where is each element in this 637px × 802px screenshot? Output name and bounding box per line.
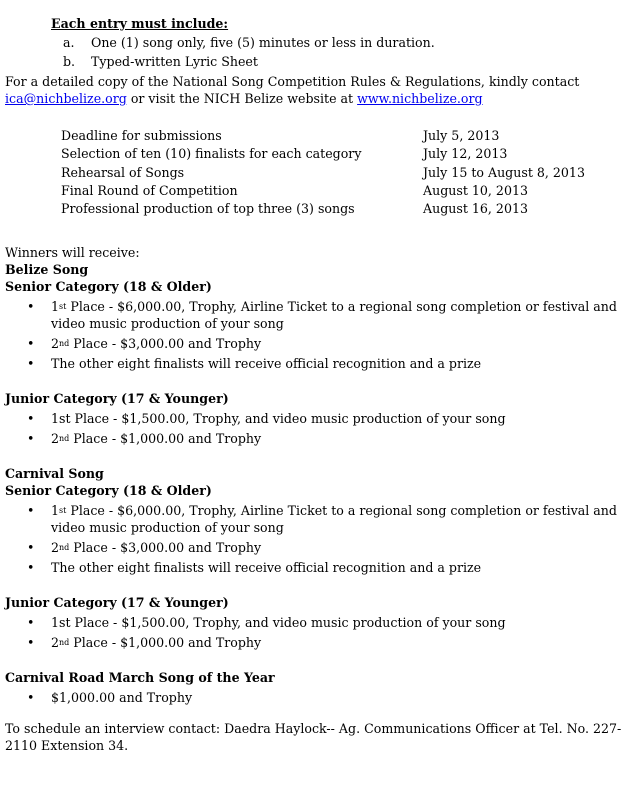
prize-item: • $1,000.00 and Trophy [27,690,193,706]
bullet-icon: • [27,560,35,576]
schedule-row: Professional production of top three (3) songs August 16, 2013 [61,201,528,217]
document-page [5,15,635,754]
contact-paragraph: For a detailed copy of the National Song Competition Rules & Regulations, kindly contact ica@nichbelize.org or visit the NICH Belize website at www.nichbelize.org [5,74,580,106]
carnival-senior-heading: Senior Category (18 & Older) [5,483,212,499]
belize-junior-prizes [5,410,635,447]
schedule-row: Rehearsal of Songs July 15 to August 8, 2013 [61,164,585,180]
belize-senior-prizes [5,298,635,372]
road-march-heading: Carnival Road March Song of the Year [5,670,275,686]
belize-junior-heading: Junior Category (17 & Younger) [5,391,229,407]
bullet-icon: • [27,299,35,315]
road-march-prizes [5,689,635,706]
schedule-table [61,127,585,218]
bullet-icon: • [27,336,35,352]
requirements-list [63,34,635,70]
requirement-item: b. Typed-written Lyric Sheet [63,54,258,69]
prize-item: • The other eight finalists will receive official recognition and a prize [27,356,482,372]
carnival-junior-prizes [5,614,635,651]
bullet-icon: • [27,503,35,519]
interview-contact: To schedule an interview contact: Daedra Haylock-- Ag. Communications Officer at Tel. No. 227-2110 Extension 34. [5,721,622,754]
prize-item: • 1st Place - $6,000.00, Trophy, Airline Ticket to a regional song completion or festival and video music production of your song [27,503,617,536]
prize-item: • 1st Place - $1,500.00, Trophy, and video music production of your song [27,411,506,427]
requirements-heading: Each entry must include: [51,16,229,31]
prize-item: • 2nd Place - $3,000.00 and Trophy [27,336,262,352]
schedule-row: Selection of ten (10) finalists for each category July 12, 2013 [61,146,508,162]
email-link[interactable]: ica@nichbelize.org [5,91,127,106]
bullet-icon: • [27,411,35,427]
bullet-icon: • [27,635,35,651]
website-link[interactable]: www.nichbelize.org [357,91,483,106]
belize-song-heading: Belize Song [5,262,89,278]
bullet-icon: • [27,431,35,447]
carnival-song-heading: Carnival Song [5,466,104,482]
schedule-row: Deadline for submissions July 5, 2013 [61,128,500,143]
bullet-icon: • [27,356,35,372]
prize-item: • 1st Place - $1,500.00, Trophy, and video music production of your song [27,615,506,631]
bullet-icon: • [27,615,35,631]
requirement-item: a. One (1) song only, five (5) minutes or less in duration. [63,35,435,50]
prize-item: • 2nd Place - $1,000.00 and Trophy [27,431,262,447]
prize-item: • The other eight finalists will receive official recognition and a prize [27,560,482,576]
bullet-icon: • [27,690,35,706]
prize-item: • 2nd Place - $3,000.00 and Trophy [27,540,262,556]
belize-senior-heading: Senior Category (18 & Older) [5,279,212,295]
carnival-senior-prizes [5,502,635,576]
bullet-icon: • [27,540,35,556]
carnival-junior-heading: Junior Category (17 & Younger) [5,595,229,611]
schedule-row: Final Round of Competition August 10, 2013 [61,182,528,198]
winners-intro: Winners will receive: [5,245,140,261]
prize-item: • 2nd Place - $1,000.00 and Trophy [27,635,262,651]
prize-item: • 1st Place - $6,000.00, Trophy, Airline Ticket to a regional song completion or festival and video music production of your song [27,299,617,332]
